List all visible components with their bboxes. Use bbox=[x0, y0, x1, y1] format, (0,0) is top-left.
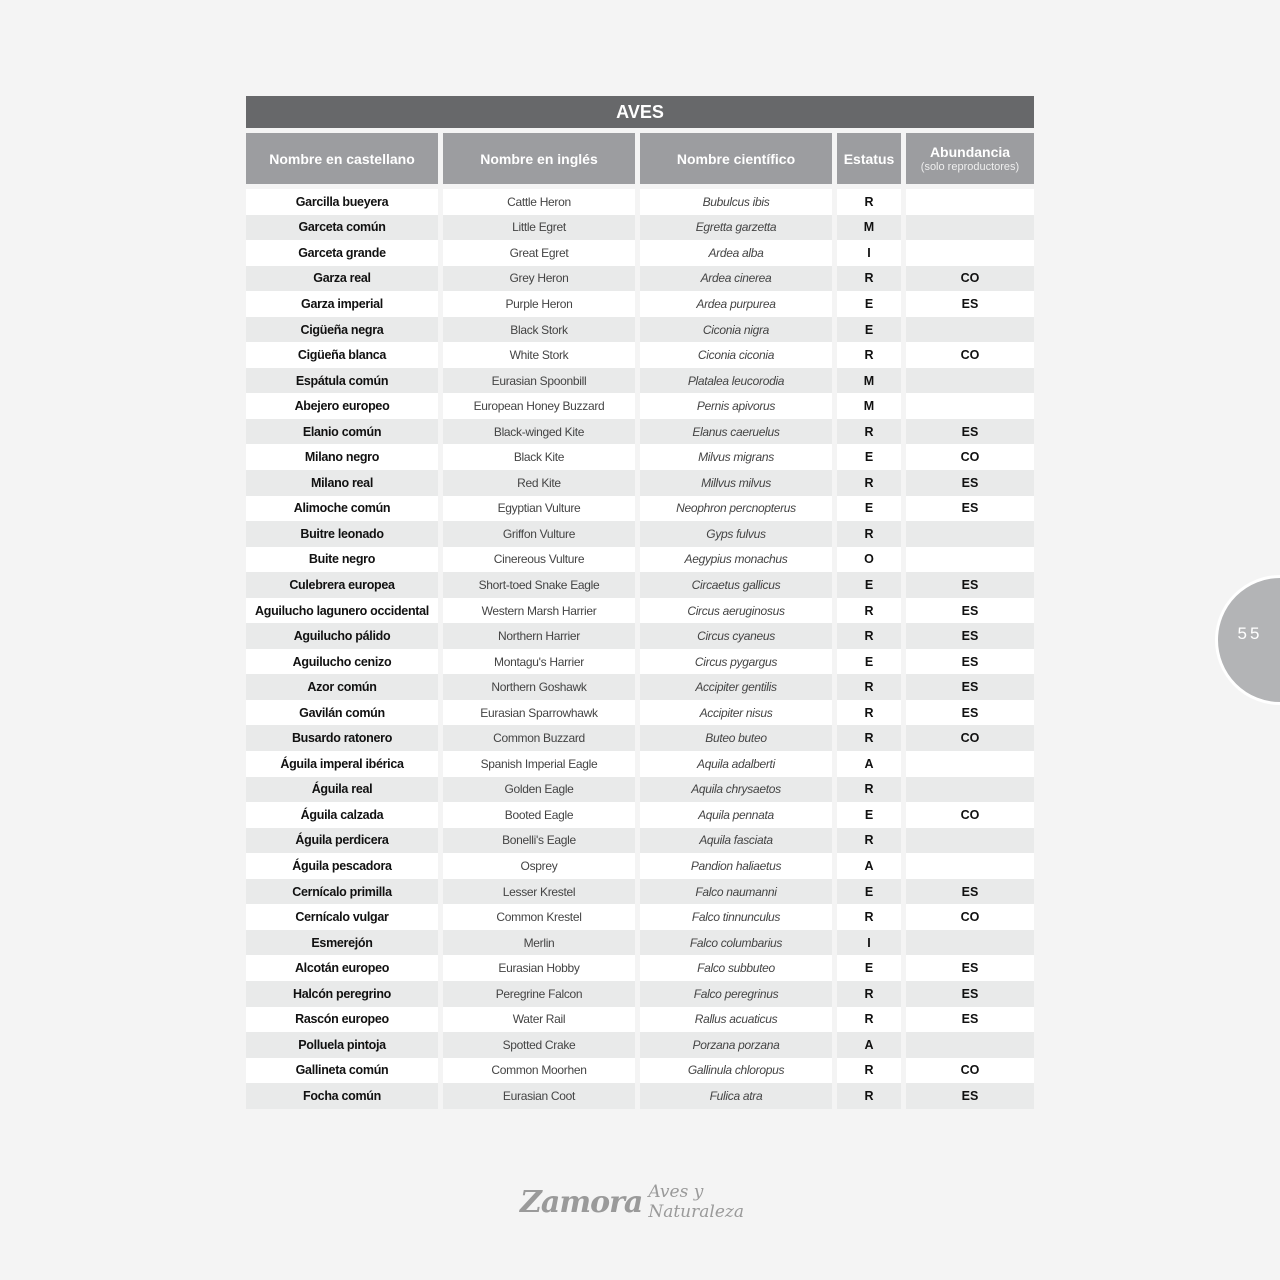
cell-english-name: Eurasian Hobby bbox=[443, 955, 635, 981]
cell-english-name: Black-winged Kite bbox=[443, 419, 635, 445]
cell-english-name: Spotted Crake bbox=[443, 1032, 635, 1058]
cell-spanish-name: Milano real bbox=[246, 470, 438, 496]
cell-english-name: Black Stork bbox=[443, 317, 635, 343]
table-row bbox=[246, 955, 1034, 981]
table-row bbox=[246, 291, 1034, 317]
table-row bbox=[246, 598, 1034, 624]
cell-scientific-name: Porzana porzana bbox=[640, 1032, 832, 1058]
cell-scientific-name: Accipiter gentilis bbox=[640, 674, 832, 700]
cell-scientific-name: Gallinula chloropus bbox=[640, 1058, 832, 1084]
cell-abundance: ES bbox=[906, 649, 1034, 675]
cell-spanish-name: Garceta grande bbox=[246, 240, 438, 266]
cell-abundance: CO bbox=[906, 1058, 1034, 1084]
cell-spanish-name: Halcón peregrino bbox=[246, 981, 438, 1007]
table-row bbox=[246, 547, 1034, 573]
cell-scientific-name: Circus pygargus bbox=[640, 649, 832, 675]
cell-english-name: Northern Harrier bbox=[443, 623, 635, 649]
cell-scientific-name: Buteo buteo bbox=[640, 725, 832, 751]
cell-status: R bbox=[837, 598, 901, 624]
cell-abundance bbox=[906, 215, 1034, 241]
cell-status: M bbox=[837, 393, 901, 419]
cell-spanish-name: Cernícalo primilla bbox=[246, 879, 438, 905]
cell-spanish-name: Culebrera europea bbox=[246, 572, 438, 598]
table-row bbox=[246, 189, 1034, 215]
cell-abundance bbox=[906, 853, 1034, 879]
table-row bbox=[246, 777, 1034, 803]
footer-logo-sub: Aves y Naturaleza bbox=[648, 1182, 744, 1222]
cell-abundance bbox=[906, 1032, 1034, 1058]
cell-status: A bbox=[837, 1032, 901, 1058]
table-row bbox=[246, 674, 1034, 700]
cell-status: R bbox=[837, 1058, 901, 1084]
cell-scientific-name: Aegypius monachus bbox=[640, 547, 832, 573]
table-row bbox=[246, 240, 1034, 266]
cell-spanish-name: Buite negro bbox=[246, 547, 438, 573]
table-row bbox=[246, 496, 1034, 522]
cell-status: R bbox=[837, 470, 901, 496]
cell-abundance bbox=[906, 828, 1034, 854]
cell-english-name: Great Egret bbox=[443, 240, 635, 266]
cell-abundance bbox=[906, 751, 1034, 777]
cell-status: I bbox=[837, 930, 901, 956]
cell-english-name: Northern Goshawk bbox=[443, 674, 635, 700]
cell-english-name: European Honey Buzzard bbox=[443, 393, 635, 419]
cell-scientific-name: Aquila adalberti bbox=[640, 751, 832, 777]
table-row bbox=[246, 981, 1034, 1007]
cell-scientific-name: Fulica atra bbox=[640, 1083, 832, 1109]
cell-status: O bbox=[837, 547, 901, 573]
cell-status: E bbox=[837, 955, 901, 981]
cell-abundance: ES bbox=[906, 981, 1034, 1007]
cell-scientific-name: Falco naumanni bbox=[640, 879, 832, 905]
cell-english-name: Cattle Heron bbox=[443, 189, 635, 215]
cell-scientific-name: Egretta garzetta bbox=[640, 215, 832, 241]
cell-spanish-name: Espátula común bbox=[246, 368, 438, 394]
cell-abundance bbox=[906, 930, 1034, 956]
cell-status: R bbox=[837, 521, 901, 547]
table-row bbox=[246, 215, 1034, 241]
cell-abundance: ES bbox=[906, 623, 1034, 649]
table-row bbox=[246, 444, 1034, 470]
cell-abundance: ES bbox=[906, 955, 1034, 981]
cell-spanish-name: Garza real bbox=[246, 266, 438, 292]
cell-english-name: Golden Eagle bbox=[443, 777, 635, 803]
cell-scientific-name: Circaetus gallicus bbox=[640, 572, 832, 598]
cell-abundance: CO bbox=[906, 904, 1034, 930]
table-row bbox=[246, 572, 1034, 598]
cell-abundance: ES bbox=[906, 470, 1034, 496]
table-row bbox=[246, 342, 1034, 368]
cell-spanish-name: Azor común bbox=[246, 674, 438, 700]
cell-spanish-name: Águila real bbox=[246, 777, 438, 803]
cell-scientific-name: Falco subbuteo bbox=[640, 955, 832, 981]
cell-status: R bbox=[837, 1083, 901, 1109]
cell-scientific-name: Circus aeruginosus bbox=[640, 598, 832, 624]
cell-english-name: Eurasian Sparrowhawk bbox=[443, 700, 635, 726]
cell-spanish-name: Alcotán europeo bbox=[246, 955, 438, 981]
cell-scientific-name: Milvus migrans bbox=[640, 444, 832, 470]
cell-scientific-name: Neophron percnopterus bbox=[640, 496, 832, 522]
cell-status: R bbox=[837, 777, 901, 803]
cell-status: R bbox=[837, 189, 901, 215]
table-row bbox=[246, 623, 1034, 649]
cell-status: R bbox=[837, 700, 901, 726]
table-row bbox=[246, 521, 1034, 547]
cell-status: E bbox=[837, 572, 901, 598]
cell-scientific-name: Aquila chrysaetos bbox=[640, 777, 832, 803]
table-title: AVES bbox=[246, 96, 1034, 128]
cell-status: E bbox=[837, 802, 901, 828]
cell-status: R bbox=[837, 828, 901, 854]
cell-scientific-name: Platalea leucorodia bbox=[640, 368, 832, 394]
cell-status: R bbox=[837, 266, 901, 292]
cell-spanish-name: Garcilla bueyera bbox=[246, 189, 438, 215]
cell-spanish-name: Milano negro bbox=[246, 444, 438, 470]
cell-spanish-name: Aguilucho cenizo bbox=[246, 649, 438, 675]
cell-abundance: CO bbox=[906, 444, 1034, 470]
table-row bbox=[246, 879, 1034, 905]
cell-status: E bbox=[837, 291, 901, 317]
cell-status: E bbox=[837, 317, 901, 343]
cell-english-name: Montagu's Harrier bbox=[443, 649, 635, 675]
cell-abundance bbox=[906, 777, 1034, 803]
header-status: Estatus bbox=[837, 133, 901, 184]
cell-abundance: ES bbox=[906, 419, 1034, 445]
cell-english-name: Common Moorhen bbox=[443, 1058, 635, 1084]
cell-abundance: ES bbox=[906, 700, 1034, 726]
cell-status: R bbox=[837, 1007, 901, 1033]
table-row bbox=[246, 393, 1034, 419]
cell-spanish-name: Cernícalo vulgar bbox=[246, 904, 438, 930]
cell-spanish-name: Cigüeña negra bbox=[246, 317, 438, 343]
cell-abundance: ES bbox=[906, 291, 1034, 317]
header-abundance-note: (solo reproductores) bbox=[920, 161, 1020, 173]
table-row bbox=[246, 751, 1034, 777]
table-row bbox=[246, 1058, 1034, 1084]
table-row bbox=[246, 368, 1034, 394]
cell-spanish-name: Abejero europeo bbox=[246, 393, 438, 419]
table-body bbox=[246, 189, 1034, 1109]
cell-scientific-name: Pernis apivorus bbox=[640, 393, 832, 419]
cell-abundance: CO bbox=[906, 802, 1034, 828]
cell-status: R bbox=[837, 623, 901, 649]
cell-english-name: Booted Eagle bbox=[443, 802, 635, 828]
cell-scientific-name: Falco tinnunculus bbox=[640, 904, 832, 930]
cell-english-name: White Stork bbox=[443, 342, 635, 368]
cell-spanish-name: Alimoche común bbox=[246, 496, 438, 522]
cell-status: E bbox=[837, 496, 901, 522]
cell-abundance: ES bbox=[906, 572, 1034, 598]
cell-spanish-name: Buitre leonado bbox=[246, 521, 438, 547]
cell-spanish-name: Rascón europeo bbox=[246, 1007, 438, 1033]
cell-english-name: Black Kite bbox=[443, 444, 635, 470]
cell-status: R bbox=[837, 904, 901, 930]
cell-scientific-name: Aquila pennata bbox=[640, 802, 832, 828]
cell-english-name: Peregrine Falcon bbox=[443, 981, 635, 1007]
cell-abundance bbox=[906, 547, 1034, 573]
cell-spanish-name: Garceta común bbox=[246, 215, 438, 241]
cell-english-name: Western Marsh Harrier bbox=[443, 598, 635, 624]
table-row bbox=[246, 904, 1034, 930]
cell-english-name: Cinereous Vulture bbox=[443, 547, 635, 573]
cell-english-name: Red Kite bbox=[443, 470, 635, 496]
cell-status: R bbox=[837, 419, 901, 445]
cell-abundance bbox=[906, 317, 1034, 343]
table-row bbox=[246, 1032, 1034, 1058]
cell-scientific-name: Circus cyaneus bbox=[640, 623, 832, 649]
cell-english-name: Water Rail bbox=[443, 1007, 635, 1033]
header-abundance-label: Abundancia bbox=[929, 144, 1011, 160]
cell-abundance: CO bbox=[906, 266, 1034, 292]
cell-english-name: Griffon Vulture bbox=[443, 521, 635, 547]
cell-english-name: Merlin bbox=[443, 930, 635, 956]
table-row bbox=[246, 266, 1034, 292]
cell-scientific-name: Ardea alba bbox=[640, 240, 832, 266]
table-row bbox=[246, 725, 1034, 751]
cell-status: E bbox=[837, 879, 901, 905]
header-abundance bbox=[906, 133, 1034, 184]
cell-abundance bbox=[906, 189, 1034, 215]
cell-abundance bbox=[906, 240, 1034, 266]
cell-english-name: Purple Heron bbox=[443, 291, 635, 317]
cell-scientific-name: Accipiter nisus bbox=[640, 700, 832, 726]
cell-status: R bbox=[837, 342, 901, 368]
cell-spanish-name: Garza imperial bbox=[246, 291, 438, 317]
cell-abundance: ES bbox=[906, 1007, 1034, 1033]
cell-abundance bbox=[906, 521, 1034, 547]
table-row bbox=[246, 700, 1034, 726]
cell-abundance bbox=[906, 368, 1034, 394]
cell-status: R bbox=[837, 725, 901, 751]
cell-abundance: CO bbox=[906, 725, 1034, 751]
cell-status: M bbox=[837, 215, 901, 241]
cell-spanish-name: Focha común bbox=[246, 1083, 438, 1109]
cell-english-name: Grey Heron bbox=[443, 266, 635, 292]
table-row bbox=[246, 853, 1034, 879]
table-row bbox=[246, 419, 1034, 445]
table-row bbox=[246, 802, 1034, 828]
cell-spanish-name: Polluela pintoja bbox=[246, 1032, 438, 1058]
cell-spanish-name: Águila calzada bbox=[246, 802, 438, 828]
cell-status: A bbox=[837, 853, 901, 879]
cell-status: R bbox=[837, 674, 901, 700]
cell-english-name: Osprey bbox=[443, 853, 635, 879]
cell-scientific-name: Falco columbarius bbox=[640, 930, 832, 956]
cell-english-name: Little Egret bbox=[443, 215, 635, 241]
cell-scientific-name: Gyps fulvus bbox=[640, 521, 832, 547]
cell-english-name: Bonelli's Eagle bbox=[443, 828, 635, 854]
cell-english-name: Egyptian Vulture bbox=[443, 496, 635, 522]
cell-spanish-name: Gallineta común bbox=[246, 1058, 438, 1084]
cell-scientific-name: Rallus acuaticus bbox=[640, 1007, 832, 1033]
footer-logo bbox=[520, 1180, 760, 1224]
footer-logo-main: Zamora bbox=[520, 1184, 643, 1220]
cell-status: R bbox=[837, 981, 901, 1007]
cell-status: E bbox=[837, 444, 901, 470]
cell-english-name: Common Buzzard bbox=[443, 725, 635, 751]
cell-abundance: ES bbox=[906, 598, 1034, 624]
cell-spanish-name: Aguilucho lagunero occidental bbox=[246, 598, 438, 624]
table-row bbox=[246, 470, 1034, 496]
cell-status: E bbox=[837, 649, 901, 675]
page-number: 55 bbox=[1237, 624, 1263, 643]
table-row bbox=[246, 649, 1034, 675]
cell-scientific-name: Ciconia ciconia bbox=[640, 342, 832, 368]
cell-english-name: Eurasian Spoonbill bbox=[443, 368, 635, 394]
cell-scientific-name: Elanus caeruelus bbox=[640, 419, 832, 445]
table-row bbox=[246, 930, 1034, 956]
cell-spanish-name: Esmerejón bbox=[246, 930, 438, 956]
cell-abundance: ES bbox=[906, 879, 1034, 905]
cell-status: A bbox=[837, 751, 901, 777]
table-row bbox=[246, 1083, 1034, 1109]
cell-spanish-name: Aguilucho pálido bbox=[246, 623, 438, 649]
cell-spanish-name: Elanio común bbox=[246, 419, 438, 445]
cell-english-name: Eurasian Coot bbox=[443, 1083, 635, 1109]
cell-spanish-name: Águila pescadora bbox=[246, 853, 438, 879]
cell-scientific-name: Aquila fasciata bbox=[640, 828, 832, 854]
table-header-row bbox=[246, 133, 1034, 184]
table-row bbox=[246, 828, 1034, 854]
cell-spanish-name: Águila perdicera bbox=[246, 828, 438, 854]
cell-spanish-name: Águila imperal ibérica bbox=[246, 751, 438, 777]
header-scientific-name: Nombre científico bbox=[640, 133, 832, 184]
header-english-name: Nombre en inglés bbox=[443, 133, 635, 184]
cell-status: I bbox=[837, 240, 901, 266]
cell-scientific-name: Ardea purpurea bbox=[640, 291, 832, 317]
cell-english-name: Common Krestel bbox=[443, 904, 635, 930]
header-spanish-name: Nombre en castellano bbox=[246, 133, 438, 184]
cell-spanish-name: Busardo ratonero bbox=[246, 725, 438, 751]
cell-spanish-name: Cigüeña blanca bbox=[246, 342, 438, 368]
cell-scientific-name: Millvus milvus bbox=[640, 470, 832, 496]
cell-abundance: CO bbox=[906, 342, 1034, 368]
cell-abundance bbox=[906, 393, 1034, 419]
cell-spanish-name: Gavilán común bbox=[246, 700, 438, 726]
cell-english-name: Short-toed Snake Eagle bbox=[443, 572, 635, 598]
cell-abundance: ES bbox=[906, 1083, 1034, 1109]
cell-scientific-name: Bubulcus ibis bbox=[640, 189, 832, 215]
table-row bbox=[246, 1007, 1034, 1033]
cell-scientific-name: Falco peregrinus bbox=[640, 981, 832, 1007]
cell-english-name: Spanish Imperial Eagle bbox=[443, 751, 635, 777]
cell-scientific-name: Pandion haliaetus bbox=[640, 853, 832, 879]
cell-abundance: ES bbox=[906, 674, 1034, 700]
cell-status: M bbox=[837, 368, 901, 394]
cell-english-name: Lesser Krestel bbox=[443, 879, 635, 905]
cell-scientific-name: Ardea cinerea bbox=[640, 266, 832, 292]
cell-scientific-name: Ciconia nigra bbox=[640, 317, 832, 343]
table-row bbox=[246, 317, 1034, 343]
cell-abundance: ES bbox=[906, 496, 1034, 522]
